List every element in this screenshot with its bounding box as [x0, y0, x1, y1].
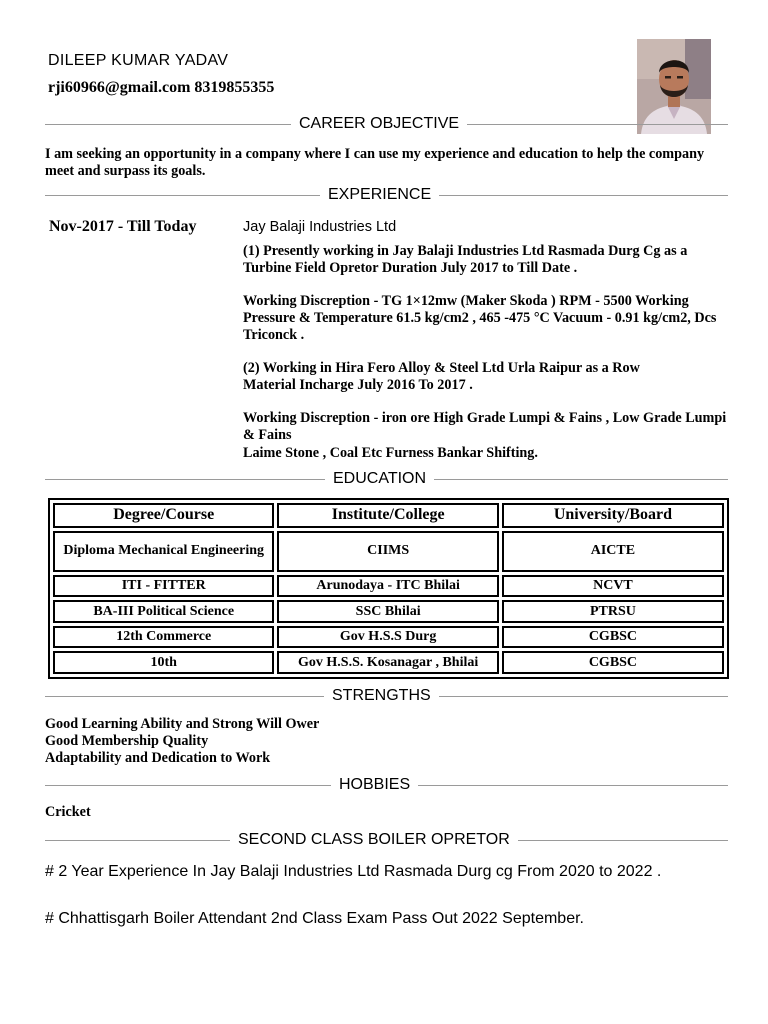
hobby-item: Cricket — [45, 804, 91, 820]
section-title: CAREER OBJECTIVE — [299, 115, 460, 132]
experience-heading — [45, 185, 728, 205]
section-title: EXPERIENCE — [328, 186, 432, 203]
section-title: HOBBIES — [339, 776, 411, 793]
table-cell: CIIMS — [277, 531, 498, 572]
boiler-heading — [45, 830, 728, 850]
experience-paragraph: (2) Working in Hira Fero Alloy & Steel Ltd Urla Raipur as a Row Material Incharge July 2016 To 2017 . — [243, 360, 640, 393]
education-table — [48, 498, 729, 679]
hobbies-heading — [45, 775, 728, 795]
strengths-heading — [45, 686, 728, 706]
boiler-item: # 2 Year Experience In Jay Balaji Industries Ltd Rasmada Durg cg From 2020 to 2022 . — [45, 863, 662, 880]
boiler-item: # Chhattisgarh Boiler Attendant 2nd Class Exam Pass Out 2022 September. — [45, 910, 584, 927]
table-header-cell: Degree/Course — [53, 503, 274, 528]
candidate-name: DILEEP KUMAR YADAV — [48, 52, 229, 69]
experience-period: Nov-2017 - Till Today — [49, 218, 197, 235]
table-row — [53, 575, 724, 598]
strength-item: Good Learning Ability and Strong Will Ower — [45, 716, 320, 732]
table-cell: Gov H.S.S. Kosanagar , Bhilai — [277, 651, 498, 674]
table-cell: Diploma Mechanical Engineering — [53, 531, 274, 572]
section-title: STRENGTHS — [332, 687, 431, 704]
career-objective-heading — [45, 114, 728, 134]
experience-paragraph: Laime Stone , Coal Etc Furness Bankar Shifting. — [243, 445, 538, 461]
experience-paragraph: Working Discreption - iron ore High Grade Lumpi & Fains , Low Grade Lumpi & Fains — [243, 410, 727, 443]
experience-paragraph: (1) Presently working in Jay Balaji Industries Ltd Rasmada Durg Cg as a Turbine Field Opretor Duration July 2017 to Till Date . — [243, 243, 688, 276]
table-row — [53, 651, 724, 674]
education-heading — [45, 469, 728, 489]
table-cell: AICTE — [502, 531, 724, 572]
strength-item: Adaptability and Dedication to Work — [45, 750, 271, 766]
experience-paragraph: Working Discreption - TG 1×12mw (Maker Skoda ) RPM - 5500 Working Pressure & Temperature 61.5 kg/cm2 , 465 -475 °C Vacuum - 0.91 kg/cm2, Dcs Triconck . — [243, 293, 717, 343]
table-row — [53, 626, 724, 649]
table-cell: Arunodaya - ITC Bhilai — [277, 575, 498, 598]
table-cell: NCVT — [502, 575, 724, 598]
table-cell: 10th — [53, 651, 274, 674]
strength-item: Good Membership Quality — [45, 733, 209, 749]
table-cell: ITI - FITTER — [53, 575, 274, 598]
table-row — [53, 600, 724, 623]
section-title: EDUCATION — [333, 470, 427, 487]
career-objective-text: I am seeking an opportunity in a company where I can use my experience and education to help the company meet and surpass its goals. — [45, 146, 705, 179]
experience-company: Jay Balaji Industries Ltd — [243, 219, 397, 235]
table-cell: 12th Commerce — [53, 626, 274, 649]
table-cell: CGBSC — [502, 626, 724, 649]
table-header-cell: University/Board — [502, 503, 724, 528]
table-header-cell: Institute/College — [277, 503, 498, 528]
table-cell: PTRSU — [502, 600, 724, 623]
table-cell: SSC Bhilai — [277, 600, 498, 623]
table-cell: Gov H.S.S Durg — [277, 626, 498, 649]
section-title: SECOND CLASS BOILER OPRETOR — [238, 831, 510, 848]
contact-info: rji60966@gmail.com 8319855355 — [48, 79, 275, 96]
table-header-row — [53, 503, 724, 528]
table-cell: BA-III Political Science — [53, 600, 274, 623]
table-cell: CGBSC — [502, 651, 724, 674]
table-row — [53, 531, 724, 572]
